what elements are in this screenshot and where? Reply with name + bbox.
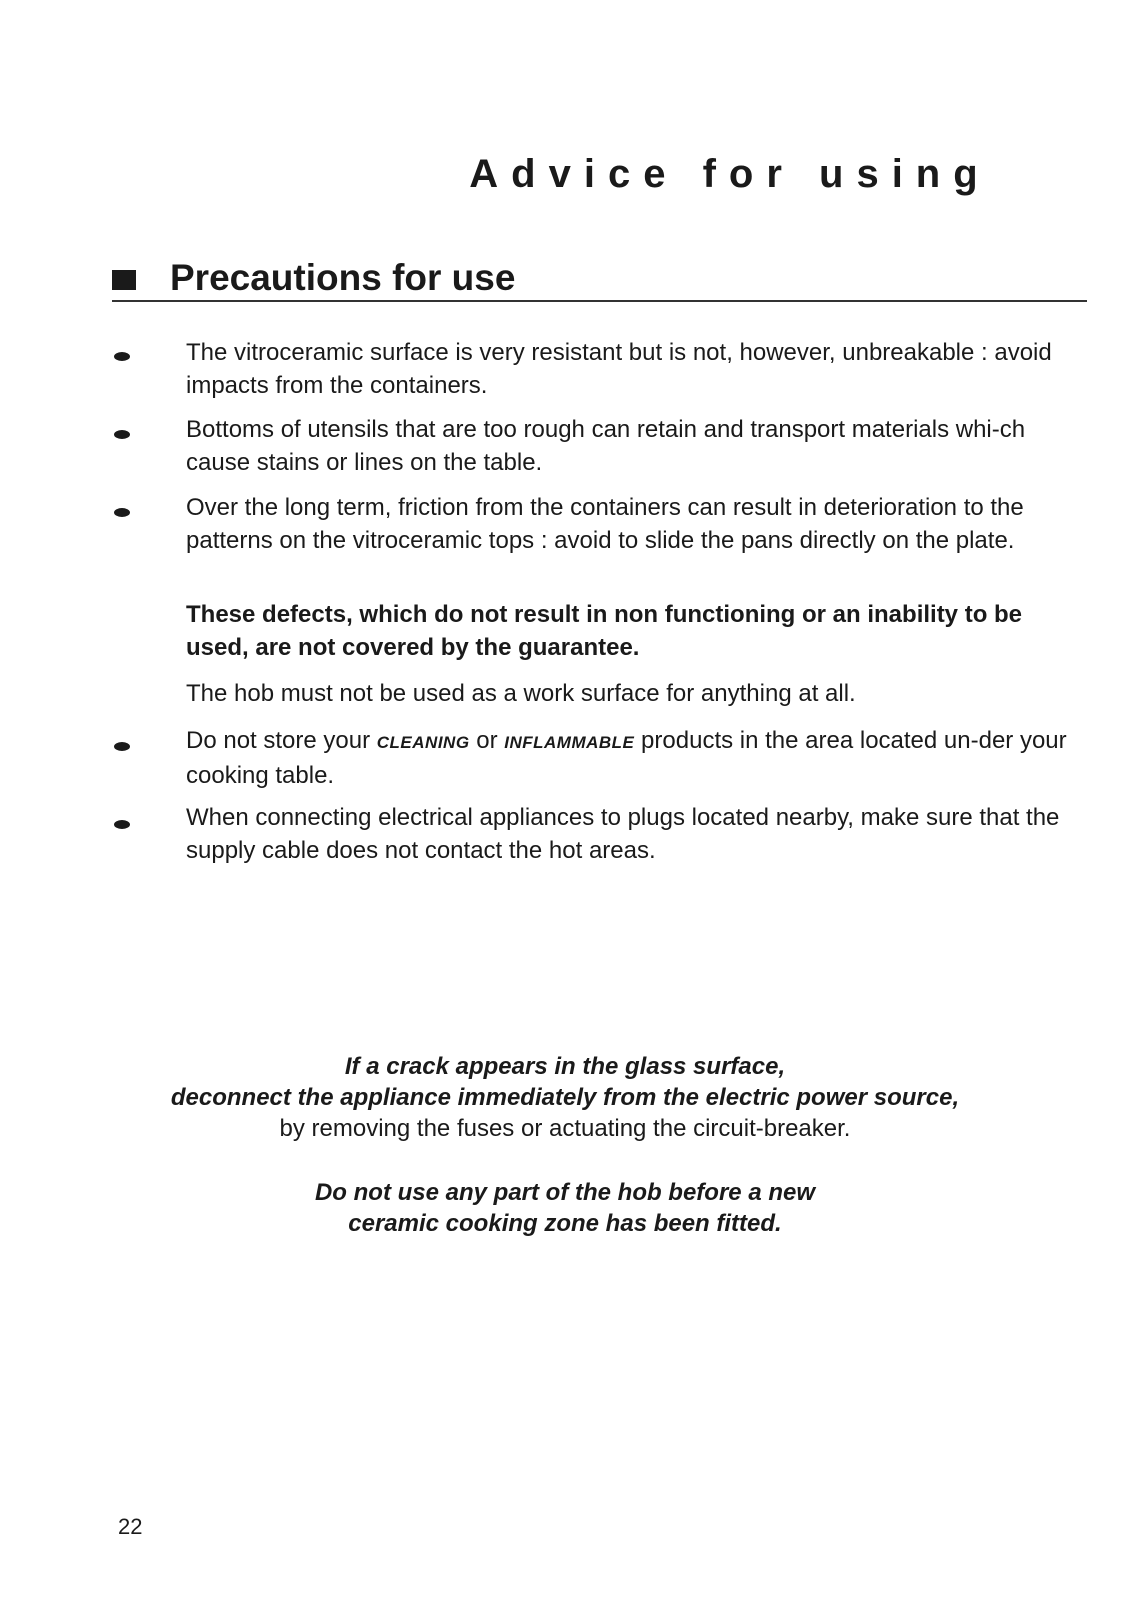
storage-text-mid: or: [469, 727, 505, 754]
page-number: 22: [118, 1514, 143, 1539]
cooking-zone-warning-line-2: ceramic cooking zone has been fitted.: [348, 1210, 782, 1237]
crack-warning-line-3: by removing the fuses or actuating the circuit-breaker.: [279, 1115, 851, 1142]
precaution-item-storage: [186, 724, 1090, 792]
cooking-zone-warning-line-1: Do not use any part of the hob before a new: [314, 1179, 816, 1206]
precaution-item-3: Over the long term, friction from the containers can result in deterioration to the patterns on the vitroceramic tops : avoid to slide the pans directly on the plate.: [186, 494, 1024, 554]
guarantee-note: These defects, which do not result in non functioning or an inability to be used, are not covered by the guarantee.: [186, 601, 1023, 661]
storage-text-post: products in the area located un-der your cooking table.: [186, 727, 1067, 789]
bullet-icon: [114, 430, 130, 439]
cleaning-word: CLEANING: [376, 733, 470, 752]
bullet-icon: [114, 352, 130, 361]
page-title: Advice for using: [469, 152, 991, 196]
bullet-icon: [114, 742, 130, 751]
inflammable-word: INFLAMMABLE: [504, 733, 635, 752]
precaution-item-1: The vitroceramic surface is very resistant but is not, however, unbreakable : avoid impacts from the containers.: [186, 339, 1052, 399]
precaution-item-connect: When connecting electrical appliances to plugs located nearby, make sure that the supply cable does not contact the hot areas.: [186, 804, 1060, 864]
bullet-icon: [114, 508, 130, 517]
work-surface-note: The hob must not be used as a work surface for anything at all.: [186, 680, 856, 707]
bullet-icon: [114, 820, 130, 829]
section-title: Precautions for use: [170, 257, 516, 298]
square-bullet-icon: [112, 270, 136, 290]
section-header: [112, 258, 1087, 302]
storage-text-pre: Do not store your: [186, 727, 377, 754]
crack-warning-line-2: deconnect the appliance immediately from the electric power source,: [170, 1084, 960, 1111]
crack-warning-line-1: If a crack appears in the glass surface,: [344, 1053, 786, 1080]
precaution-item-2: Bottoms of utensils that are too rough can retain and transport materials whi-ch cause stains or lines on the table.: [186, 416, 1026, 476]
